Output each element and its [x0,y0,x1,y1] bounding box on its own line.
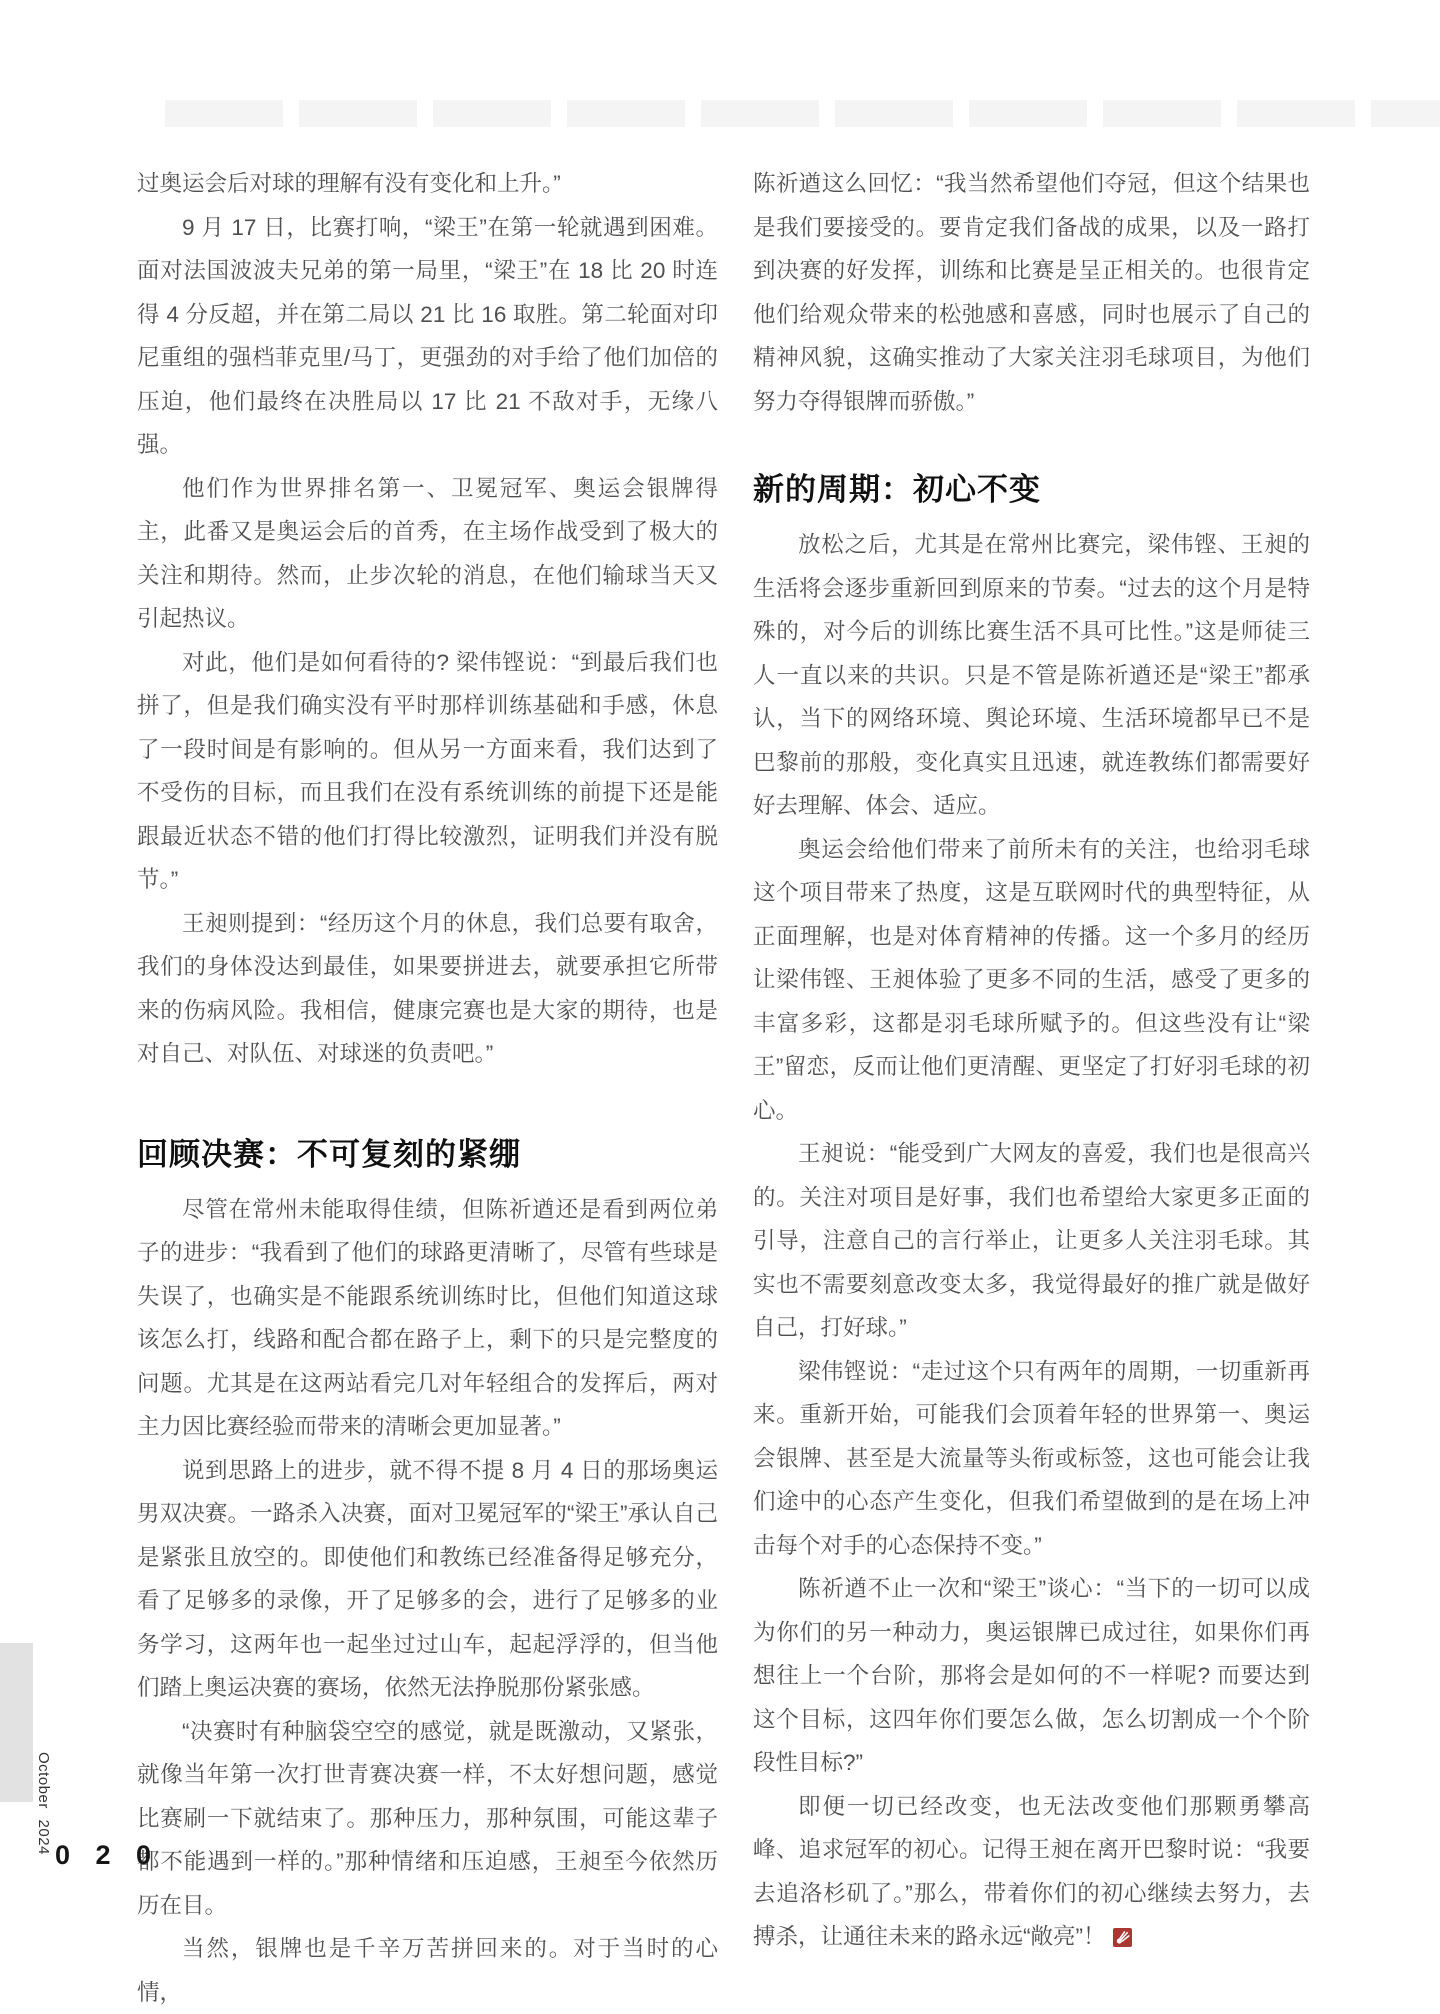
section-heading-new-cycle: 新的周期：初心不变 [753,472,1041,507]
paragraph-text: 即便一切已经改变，也无法改变他们那颗勇攀高峰、追求冠军的初心。记得王昶在离开巴黎时说：“我要去追洛杉矶了。”那么，带着你们的初心继续去努力，去搏杀，让通往未来的路永远“敞亮”！ [753,1793,1310,1950]
paragraph [753,1785,1310,1959]
left-column [137,162,718,2014]
paragraph: 他们作为世界排名第一、卫冕冠军、奥运会银牌得主，此番又是奥运会后的首秀，在主场作战受到了极大的关注和期待。然而，止步次轮的消息，在他们输球当天又引起热议。 [137,475,718,631]
paragraph: 9 月 17 日，比赛打响，“梁王”在第一轮就遇到困难。面对法国波波夫兄弟的第一局里，“梁王”在 18 比 20 时连得 4 分反超，并在第二局以 21 比 16 取胜。第二轮面对印尼重组的强档菲克里/马丁，更强劲的对手给了他们加倍的压迫，他们最终在决胜局以 17 比 21 不敌对手，无缘八强。 [137,214,718,457]
paragraph: 对此，他们是如何看待的? 梁伟铿说：“到最后我们也拼了，但是我们确实没有平时那样训练基础和手感，休息了一段时间是有影响的。但从另一方面来看，我们达到了不受伤的目标，而且我们在没有系统训练的前提下还是能跟最近状态不错的他们打得比较激烈，证明我们并没有脱节。” [137,649,718,892]
shuttlecock-icon [1113,1928,1132,1947]
watermark-band [165,100,1440,127]
margin-bar [0,1643,33,1802]
paragraph: 王昶说：“能受到广大网友的喜爱，我们也是很高兴的。关注对项目是好事，我们也希望给大家更多正面的引导，注意自己的言行举止，让更多人关注羽毛球。其实也不需要刻意改变太多，我觉得最好的推广就是做好自己，打好球。” [753,1141,1310,1341]
paragraph: 说到思路上的进步，就不得不提 8 月 4 日的那场奥运男双决赛。一路杀入决赛，面对卫冕冠军的“梁王”承认自己是紧张且放空的。即使他们和教练已经准备得足够充分，看了足够多的录像，开了足够多的会，进行了足够多的业务学习，这两年也一起坐过过山车，起起浮浮的，但当他们踏上奥运决赛的赛场，依然无法挣脱那份紧张感。 [137,1457,718,1701]
paragraph: 放松之后，尤其是在常州比赛完，梁伟铿、王昶的生活将会逐步重新回到原来的节奏。“过去的这个月是特殊的，对今后的训练比赛生活不具可比性。”这是师徒三人一直以来的共识。只是不管是陈祈遒还是“梁王”都承认，当下的网络环境、舆论环境、生活环境都早已不是巴黎前的那般，变化真实且迅速，就连教练们都需要好好去理解、体会、适应。 [753,532,1310,819]
paragraph: 王昶则提到：“经历这个月的休息，我们总要有取舍，我们的身体没达到最佳，如果要拼进去，就要承担它所带来的伤病风险。我相信，健康完赛也是大家的期待，也是对自己、对队伍、对球迷的负责吧。” [137,910,718,1066]
paragraph: 当然，银牌也是千辛万苦拼回来的。对于当时的心情， [137,1936,718,2005]
paragraph: “决赛时有种脑袋空空的感觉，就是既激动，又紧张，就像当年第一次打世青赛决赛一样，不太好想问题，感觉比赛刷一下就结束了。那种压力，那种氛围，可能这辈子都不能遇到一样的。”那种情绪和压迫感，王昶至今依然历历在目。 [137,1718,718,1918]
paragraph: 尽管在常州未能取得佳绩，但陈祈遒还是看到两位弟子的进步：“我看到了他们的球路更清晰了，尽管有些球是失误了，也确实是不能跟系统训练时比，但他们知道这球该怎么打，线路和配合都在路子上，剩下的只是完整度的问题。尤其是在这两站看完几对年轻组合的发挥后，两对主力因比赛经验而带来的清晰会更加显著。” [137,1196,718,1440]
section-heading-review-final: 回顾决赛：不可复刻的紧绷 [137,1136,521,1172]
paragraph: 奥运会给他们带来了前所未有的关注，也给羽毛球这个项目带来了热度，这是互联网时代的典型特征，从正面理解，也是对体育精神的传播。这一个多月的经历让梁伟铿、王昶体验了更多不同的生活，感受了更多的丰富多彩，这都是羽毛球所赋予的。但这些没有让“梁王”留恋，反而让他们更清醒、更坚定了打好羽毛球的初心。 [753,836,1310,1123]
paragraph: 陈祈遒不止一次和“梁王”谈心：“当下的一切可以成为你们的另一种动力，奥运银牌已成过往，如果你们再想往上一个台阶，那将会是如何的不一样呢? 而要达到这个目标，这四年你们要怎么做，怎么切割成一个个阶段性目标?” [753,1576,1310,1776]
page-number: 0 2 0 [55,1840,161,1870]
paragraph: 过奥运会后对球的理解有没有变化和上升。” [137,171,561,196]
right-column [753,162,1310,1959]
issue-date: October 2024 [35,1752,52,1855]
paragraph: 梁伟铿说：“走过这个只有两年的周期，一切重新再来。重新开始，可能我们会顶着年轻的世界第一、奥运会银牌、甚至是大流量等头衔或标签，这也可能会让我们途中的心态产生变化，但我们希望做到的是在场上冲击每个对手的心态保持不变。” [753,1358,1310,1558]
paragraph: 陈祈遒这么回忆：“我当然希望他们夺冠，但这个结果也是我们要接受的。要肯定我们备战的成果，以及一路打到决赛的好发挥，训练和比赛是呈正相关的。也很肯定他们给观众带来的松弛感和喜感，同时也展示了自己的精神风貌，这确实推动了大家关注羽毛球项目，为他们努力夺得银牌而骄傲。” [753,171,1310,414]
